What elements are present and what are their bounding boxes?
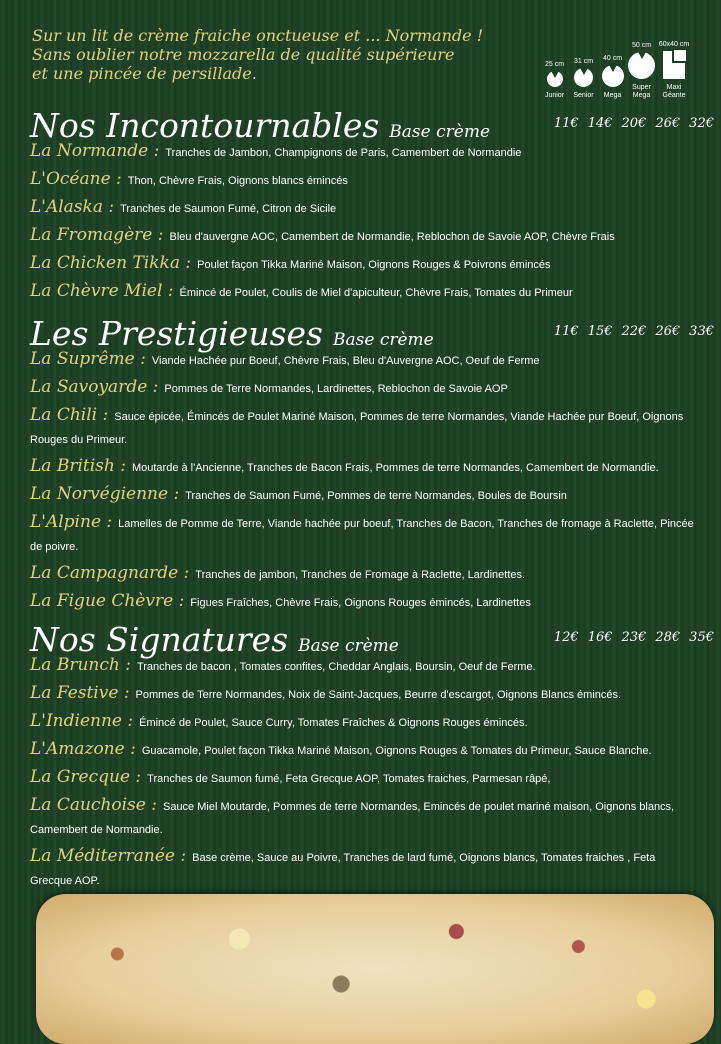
size-senior — [569, 25, 598, 100]
section-prestigieuses — [30, 314, 714, 618]
menu-item — [30, 483, 700, 508]
price: 33€ — [689, 324, 714, 339]
pizza-description: Viande Hachée pur Boeuf, Chèvre Frais, Bleu d'Auvergne AOC, Oeuf de Ferme — [151, 355, 540, 367]
pizza-name: La Méditerranée : — [30, 846, 187, 866]
section-title: Nos Incontournables — [30, 106, 380, 145]
price-row — [554, 324, 714, 339]
pizza-name: L'Océane : — [30, 169, 122, 189]
size-super-mega — [627, 25, 656, 100]
price: 16€ — [587, 630, 613, 645]
menu-item — [30, 224, 700, 249]
size-label: Senior — [573, 92, 594, 99]
price: 23€ — [621, 630, 647, 645]
size-legend — [540, 25, 692, 100]
pizza-description: Sauce épicée, Émincés de Poulet Mariné Maison, Pommes de terre Normandes, Viande Hachée pur Boeuf, Oignons Rouges du Primeur. — [30, 411, 684, 446]
section-base: Base crème — [298, 636, 399, 656]
size-junior — [540, 25, 569, 100]
pizza-name: La Chicken Tikka : — [30, 253, 192, 273]
menu-item — [30, 196, 700, 221]
pizza-name: La Fromagère : — [30, 225, 164, 245]
rectangle-pizza-icon — [663, 51, 685, 79]
size-label: Super Mega — [632, 84, 651, 99]
pizza-description: Thon, Chèvre Frais, Oignons blancs émincés — [127, 175, 348, 187]
pizza-description: Pommes de Terre Normandes, Lardinettes, Reblochon de Savoie AOP — [164, 383, 508, 395]
menu-item — [30, 455, 700, 480]
pizza-description: Tranches de Saumon fumé, Feta Grecque AOP, Tomates fraiches, Parmesan râpé, — [147, 773, 551, 785]
pizza-name: La Festive : — [30, 683, 130, 703]
pizza-description: Pommes de Terre Normandes, Noix de Saint-Jacques, Beurre d'escargot, Oignons Blancs émincés. — [135, 689, 622, 701]
pizza-name: L'Alaska : — [30, 197, 115, 217]
pizza-name: La Campagnarde : — [30, 563, 190, 583]
size-mega — [598, 25, 627, 100]
price-row — [554, 630, 714, 645]
pizza-description: Figues Fraîches, Chèvre Frais, Oignons Rouges émincés, Lardinettes — [190, 597, 531, 609]
menu-item — [30, 168, 700, 193]
price: 20€ — [621, 116, 647, 131]
size-maxi-geante — [656, 25, 692, 100]
intro-line: Sans oublier notre mozzarella de qualité supérieure — [32, 45, 455, 64]
size-label: Junior — [544, 92, 565, 99]
pizza-description: Tranches de Saumon Fumé, Pommes de terre Normandes, Boules de Boursin — [185, 490, 567, 502]
menu-item — [30, 404, 700, 452]
pizza-description: Poulet façon Tikka Mariné Maison, Oignons Rouges & Poivrons émincés — [197, 259, 551, 271]
pizza-description: Bleu d'auvergne AOC, Camembert de Normandie, Reblochon de Savoie AOP, Chèvre Frais — [169, 231, 615, 243]
size-label: Mega — [603, 92, 622, 99]
pizza-description: Émincé de Poulet, Sauce Curry, Tomates Fraîches & Oignons Rouges émincés. — [139, 717, 528, 729]
price: 28€ — [655, 630, 681, 645]
menu-item — [30, 562, 700, 587]
size-dimension: 60x40 cm — [658, 41, 690, 48]
price: 32€ — [689, 116, 714, 131]
price: 22€ — [621, 324, 647, 339]
menu-item — [30, 682, 700, 707]
intro-text — [32, 26, 512, 83]
pizza-description: Moutarde à l'Ancienne, Tranches de Bacon Frais, Pommes de terre Normandes, Camembert de Normandie. — [131, 462, 659, 474]
pizza-description: Tranches de Jambon, Champignons de Paris, Camembert de Normandie — [165, 147, 522, 159]
size-dimension: 31 cm — [573, 58, 594, 65]
pizza-name: La Cauchoise : — [30, 795, 157, 815]
menu-item — [30, 794, 700, 842]
pizza-description: Guacamole, Poulet façon Tikka Mariné Maison, Oignons Rouges & Tomates du Primeur, Sauce Blanche. — [141, 745, 652, 757]
menu-item — [30, 280, 700, 305]
intro-line: Sur un lit de crème fraiche onctueuse et ... Normande ! — [32, 26, 484, 45]
menu-item — [30, 766, 700, 791]
price: 26€ — [655, 324, 681, 339]
pizza-size-icon — [628, 52, 655, 79]
section-title: Nos Signatures — [30, 620, 289, 659]
pizza-name: La Normande : — [30, 141, 160, 161]
price: 11€ — [553, 324, 579, 339]
pizza-name: La Brunch : — [30, 655, 131, 675]
menu-item — [30, 590, 700, 615]
menu-item — [30, 511, 700, 559]
pizza-description: Lamelles de Pomme de Terre, Viande hachée pur boeuf, Tranches de Bacon, Tranches de fromage à Raclette, Pincée de poivre. — [30, 518, 694, 553]
price-row — [554, 116, 714, 131]
pizza-name: L'Indienne : — [30, 711, 134, 731]
pizza-name: La Savoyarde : — [30, 377, 159, 397]
pizza-description: Base crème, Sauce au Poivre, Tranches de lard fumé, Oignons blancs, Tomates fraiches , Feta Grecque AOP. — [30, 852, 656, 887]
price: 26€ — [655, 116, 681, 131]
price: 35€ — [689, 630, 714, 645]
pizza-name: La British : — [30, 456, 126, 476]
size-dimension: 50 cm — [631, 42, 652, 49]
intro-line: et une pincée de persillade. — [32, 64, 257, 83]
pizza-name: La Chèvre Miel : — [30, 281, 174, 301]
menu-item — [30, 252, 700, 277]
section-base: Base crème — [389, 122, 491, 142]
price: 15€ — [587, 324, 613, 339]
menu-item — [30, 376, 700, 401]
pizza-description: Tranches de Saumon Fumé, Citron de Sicile — [120, 203, 337, 215]
pizza-description: Émincé de Poulet, Coulis de Miel d'apiculteur, Chèvre Frais, Tomates du Primeur — [179, 287, 573, 299]
size-dimension: 40 cm — [602, 55, 623, 62]
section-title: Les Prestigieuses — [30, 314, 323, 353]
menu-item — [30, 710, 700, 735]
section-incontournables — [30, 106, 714, 308]
pizza-description: Tranches de jambon, Tranches de Fromage à Raclette, Lardinettes. — [195, 569, 526, 581]
pizza-name: La Figue Chèvre : — [30, 591, 185, 611]
pizza-name: La Norvégienne : — [30, 484, 180, 504]
pizza-name: L'Alpine : — [30, 512, 113, 532]
size-label: Maxi Géante — [662, 84, 686, 99]
pizza-name: La Chili : — [30, 405, 109, 425]
menu-item — [30, 845, 700, 893]
section-base: Base crème — [333, 330, 434, 350]
price: 14€ — [587, 116, 613, 131]
pizza-description: Tranches de bacon , Tomates confites, Cheddar Anglais, Boursin, Oeuf de Ferme. — [136, 661, 536, 673]
pizza-size-icon — [602, 65, 624, 87]
price: 11€ — [553, 116, 579, 131]
pizza-name: L'Amazone : — [30, 739, 136, 759]
section-signatures — [30, 620, 714, 896]
price: 12€ — [553, 630, 579, 645]
pizza-size-icon — [547, 71, 563, 87]
pizza-name: La Grecque : — [30, 767, 142, 787]
pizza-name: La Suprême : — [30, 349, 146, 369]
pizza-size-icon — [574, 68, 593, 87]
pizza-description: Sauce Miel Moutarde, Pommes de terre Normandes, Emincés de poulet mariné maison, Oignons blancs, Camembert de Normandie. — [30, 801, 675, 836]
menu-item — [30, 738, 700, 763]
pizza-photo — [36, 894, 714, 1044]
size-dimension: 25 cm — [544, 61, 565, 68]
